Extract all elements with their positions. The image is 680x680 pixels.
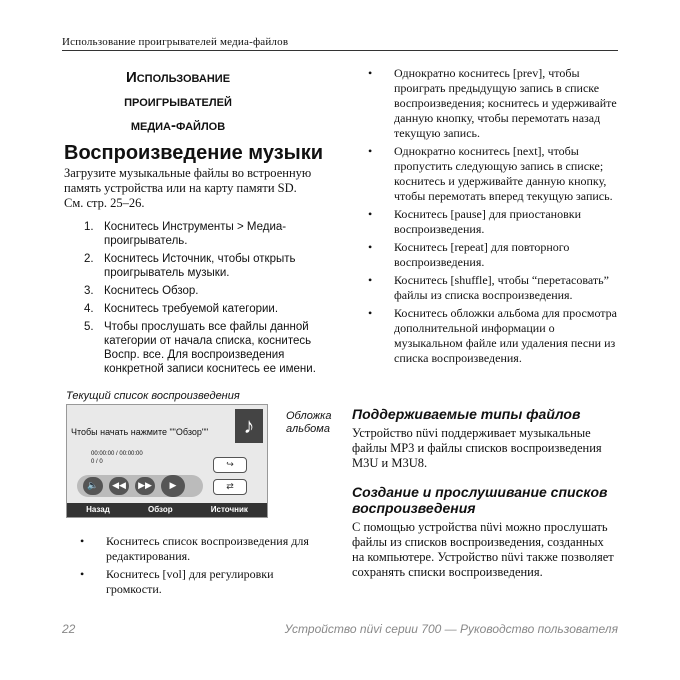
step-3: 3. Коснитесь Обзор. [84, 285, 199, 297]
step-2: 2. Коснитесь Источник, чтобы открыть проигрыватель музыки. [84, 253, 296, 279]
chapter-title: Использование проигрывателей медиа-файлов [124, 69, 232, 134]
playlist-caption: Текущий список воспроизведения [66, 390, 240, 402]
album-cover-icon[interactable]: ♪ [235, 409, 263, 443]
shuffle-icon[interactable]: ⇄ [213, 479, 247, 495]
step-5: 5. Чтобы прослушать все файлы данной категории от начала списка, коснитесь Воспр. все. Для воспроизведения конкретной записи коснитесь ее имени. [84, 321, 316, 375]
intro-paragraph: Загрузите музыкальные файлы во встроенную память устройства или на карту памяти SD. См. стр. 25–26. [64, 166, 312, 210]
next-icon[interactable]: ▶▶ [135, 477, 155, 495]
running-header: Использование проигрывателей медиа-файлов [62, 36, 289, 48]
back-button[interactable]: Назад [86, 505, 110, 514]
section-heading: Воспроизведение музыки [64, 142, 324, 164]
browse-button[interactable]: Обзор [147, 505, 173, 514]
media-player-screenshot [66, 404, 268, 518]
volume-icon[interactable]: 🔈 [83, 477, 103, 495]
repeat-icon[interactable]: ↪ [213, 457, 247, 473]
supported-heading: Поддерживаемые типы файлов [352, 406, 581, 422]
header-rule [62, 50, 618, 51]
time-readout: 00:00:00 / 00:00:00 [91, 451, 143, 457]
source-button[interactable]: Источник [210, 505, 248, 514]
create-text: С помощью устройства nüvi можно прослушать файлы из списков воспроизведения, созданных на компьютере. Устройство nüvi также позволяет сохранять списки воспроизведения. [352, 520, 614, 579]
player-prompt: Чтобы начать нажмите ""Обзор"" [71, 427, 209, 437]
steps-list [84, 220, 324, 380]
create-heading: Создание и прослушивание списков воспроизведения [352, 484, 608, 516]
bottom-bar [67, 503, 267, 517]
step-4: 4. Коснитесь требуемой категории. [84, 303, 279, 315]
play-icon[interactable]: ▶ [161, 475, 185, 497]
left-bullets: • Коснитесь список воспроизведения для редактирования. • Коснитесь [vol] для регулировки громкости. [80, 534, 309, 596]
footer-title: Устройство nüvi серии 700 — Руководство пользователя [284, 622, 618, 636]
track-readout: 0 / 0 [91, 459, 103, 465]
step-1: 1. Коснитесь Инструменты > Медиа-проигрыватель. [84, 221, 287, 247]
cover-caption: Обложка альбома [286, 410, 332, 435]
prev-icon[interactable]: ◀◀ [109, 477, 129, 495]
page-number: 22 [62, 622, 76, 636]
supported-text: Устройство nüvi поддерживает музыкальные файлы MP3 и файлы списков воспроизведения M3U и M3U8. [352, 426, 602, 470]
right-bullets: • Однократно коснитесь [prev], чтобы проиграть предыдущую запись в списке воспроизведения; коснитесь и удерживайте данную кнопку, чтобы перемотать назад текущую запись. • Однократно коснитесь [next], чтобы пропустить следующую запись в списке; коснитесь и удерживайте данную кнопку, чтобы перемотать вперед текущую запись. • Коснитесь [pause] для приостановки воспроизведения. • Коснитесь [repeat] для повторного воспроизведения. • Коснитесь [shuffle], чтобы “перетасовать” файлы из списка воспроизведения. • Коснитесь обложки альбома для просмотра дополнительной информации о музыкальном файле или удаления песни из списка воспроизведения. [368, 66, 618, 365]
